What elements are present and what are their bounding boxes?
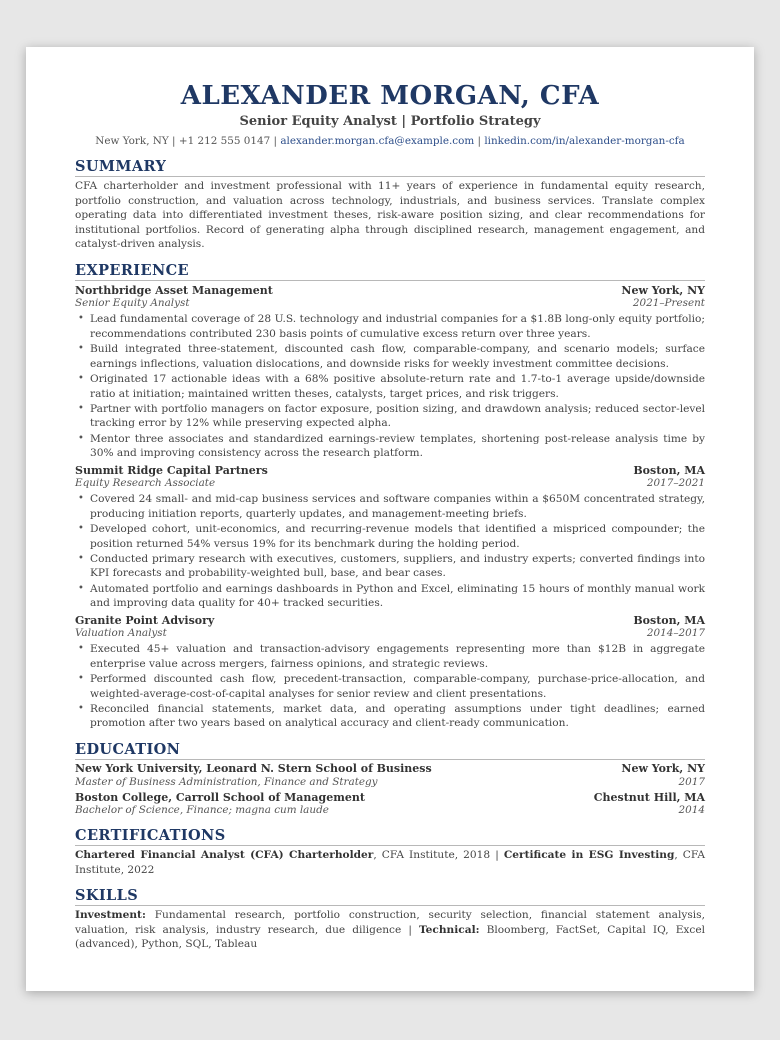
job-bullet-text: Mentor three associates and standardized earnings-review templates, shortening post-release analysis time by 30% and improving consistency across the research platform. bbox=[90, 432, 705, 460]
certifications-text bbox=[75, 848, 705, 877]
bullet-icon: • bbox=[78, 673, 84, 685]
bullet-icon: • bbox=[78, 702, 84, 714]
skills-text bbox=[75, 908, 705, 952]
cert-name: Chartered Financial Analyst (CFA) Charterholder bbox=[75, 849, 374, 862]
job-bullet-text: Conducted primary research with executives, customers, suppliers, and industry experts; converted findings into KPI forecasts and probability-weighted bull, base, and bear cases. bbox=[90, 552, 705, 580]
job-dates: 2017–2021 bbox=[646, 477, 705, 490]
job-bullet bbox=[75, 342, 705, 371]
bullet-icon: • bbox=[78, 432, 84, 444]
job-bullet bbox=[75, 552, 705, 581]
job-entry bbox=[75, 464, 705, 611]
linkedin-link[interactable]: linkedin.com/in/alexander-morgan-cfa bbox=[484, 135, 685, 147]
certifications-heading: CERTIFICATIONS bbox=[75, 827, 705, 846]
summary-heading: SUMMARY bbox=[75, 158, 705, 177]
job-bullet bbox=[75, 312, 705, 341]
job-bullet-text: Covered 24 small- and mid-cap business services and software companies within a $650M concentrated strategy, producing initiation reports, quarterly updates, and management-meeting briefs. bbox=[90, 493, 705, 520]
education-location: Chestnut Hill, MA bbox=[593, 790, 705, 804]
job-bullet bbox=[75, 372, 705, 401]
skills-technical-list: Bloomberg, FactSet, Capital IQ, Excel (advanced), Python, SQL, Tableau bbox=[75, 923, 705, 951]
education-location: New York, NY bbox=[621, 762, 705, 776]
education-school: Boston College, Carroll School of Management bbox=[75, 790, 365, 804]
job-role: Valuation Analyst bbox=[75, 627, 167, 640]
job-bullet-text: Partner with portfolio managers on factor exposure, position sizing, and drawdown analysis; reduced sector-level tracking error by 12% while preserving expected alpha. bbox=[90, 402, 705, 430]
job-location: Boston, MA bbox=[633, 613, 705, 627]
bullet-icon: • bbox=[78, 313, 84, 325]
job-bullet-text: Build integrated three-statement, discounted cash flow, comparable-company, and scenario models; surface earnings inflections, valuation dislocations, and downside risks for weekly investment committee decisions. bbox=[90, 343, 705, 370]
contact-location-phone: New York, NY | +1 212 555 0147 | bbox=[95, 135, 281, 147]
job-entry bbox=[75, 284, 705, 461]
skills-heading: SKILLS bbox=[75, 887, 705, 906]
job-role: Equity Research Associate bbox=[75, 477, 216, 490]
job-bullets bbox=[75, 642, 705, 731]
bullet-icon: • bbox=[78, 493, 84, 505]
education-year: 2017 bbox=[678, 775, 705, 788]
job-role: Senior Equity Analyst bbox=[75, 297, 190, 310]
job-dates: 2014–2017 bbox=[646, 627, 705, 640]
summary-text: CFA charterholder and investment professional with 11+ years of experience in fundamental equity research, portfolio construction, and valuation across technology, industrials, and business services. Translate complex operating data into differentiated investment theses, risk-aware position sizing, and clear recommendations for institutional portfolios. Record of generating alpha through disciplined research, management engagement, and catalyst-driven analysis. bbox=[75, 180, 705, 251]
resume-page bbox=[26, 47, 754, 991]
bullet-icon: • bbox=[78, 552, 84, 564]
education-entry bbox=[75, 791, 705, 818]
education-school: New York University, Leonard N. Stern School of Business bbox=[75, 762, 432, 776]
contact-separator: | bbox=[474, 135, 485, 147]
job-bullet bbox=[75, 432, 705, 461]
job-bullet bbox=[75, 522, 705, 551]
skills-investment-list: Fundamental research, portfolio construction, security selection, financial statement analysis, valuation, risk analysis, industry research, due diligence | bbox=[75, 909, 705, 936]
candidate-name: ALEXANDER MORGAN, CFA bbox=[180, 81, 600, 111]
job-bullet-text: Reconciled financial statements, market data, and operating assumptions under tight deadlines; earned promotion after two years based on analytical accuracy and client-ready communication. bbox=[90, 702, 705, 730]
job-bullet bbox=[75, 672, 705, 701]
education-year: 2014 bbox=[678, 804, 705, 817]
bullet-icon: • bbox=[78, 402, 84, 414]
job-bullet bbox=[75, 492, 705, 521]
education-degree: Bachelor of Science, Finance; magna cum laude bbox=[75, 804, 329, 817]
job-location: Boston, MA bbox=[633, 463, 705, 477]
job-bullet-text: Executed 45+ valuation and transaction-advisory engagements representing more than $12B in aggregate enterprise value across mergers, fairness opinions, and strategic reviews. bbox=[90, 643, 705, 670]
job-bullet bbox=[75, 582, 705, 611]
job-company: Northbridge Asset Management bbox=[75, 283, 273, 297]
bullet-icon: • bbox=[78, 523, 84, 535]
job-bullets bbox=[75, 312, 705, 460]
job-bullet bbox=[75, 702, 705, 731]
job-location: New York, NY bbox=[621, 283, 705, 297]
job-bullet-text: Originated 17 actionable ideas with a 68% positive absolute-return rate and 1.7-to-1 average upside/downside ratio at initiation; maintained written theses, catalysts, target prices, and risk triggers. bbox=[90, 373, 705, 400]
job-bullet bbox=[75, 402, 705, 431]
job-company: Granite Point Advisory bbox=[75, 613, 215, 627]
job-bullet-text: Developed cohort, unit-economics, and recurring-revenue models that identified a mispriced compounder; the position returned 54% versus 19% for its benchmark during the holding period. bbox=[90, 523, 705, 550]
bullet-icon: • bbox=[78, 343, 84, 355]
cert-detail: , CFA Institute, 2022 bbox=[75, 849, 705, 876]
skills-investment-label: Investment: bbox=[75, 909, 146, 922]
contact-line bbox=[75, 134, 705, 148]
job-bullet-text: Performed discounted cash flow, precedent-transaction, comparable-company, purchase-price-allocation, and weighted-average-cost-of-capital analyses for senior review and client presentations. bbox=[90, 673, 705, 700]
bullet-icon: • bbox=[78, 643, 84, 655]
cert-detail: , CFA Institute, 2018 | bbox=[373, 849, 504, 862]
job-company: Summit Ridge Capital Partners bbox=[75, 463, 268, 477]
job-bullet bbox=[75, 642, 705, 671]
cert-name: Certificate in ESG Investing bbox=[503, 849, 675, 862]
bullet-icon: • bbox=[78, 582, 84, 594]
education-entry bbox=[75, 762, 705, 789]
job-dates: 2021–Present bbox=[632, 297, 705, 310]
job-bullet-text: Lead fundamental coverage of 28 U.S. technology and industrial companies for a $1.8B long-only equity portfolio; recommendations contributed 230 basis points of cumulative excess return over three years. bbox=[90, 313, 705, 341]
job-bullets bbox=[75, 492, 705, 611]
bullet-icon: • bbox=[78, 373, 84, 385]
job-entry bbox=[75, 614, 705, 731]
email-link[interactable]: alexander.morgan.cfa@example.com bbox=[280, 135, 475, 147]
candidate-headline: Senior Equity Analyst | Portfolio Strategy bbox=[239, 114, 541, 129]
education-degree: Master of Business Administration, Finance and Strategy bbox=[75, 775, 378, 788]
skills-technical-label: Technical: bbox=[418, 923, 480, 936]
job-bullet-text: Automated portfolio and earnings dashboards in Python and Excel, eliminating 15 hours of monthly manual work and improving data quality for 40+ tracked securities. bbox=[90, 582, 705, 610]
experience-heading: EXPERIENCE bbox=[75, 262, 705, 281]
education-heading: EDUCATION bbox=[75, 741, 705, 760]
